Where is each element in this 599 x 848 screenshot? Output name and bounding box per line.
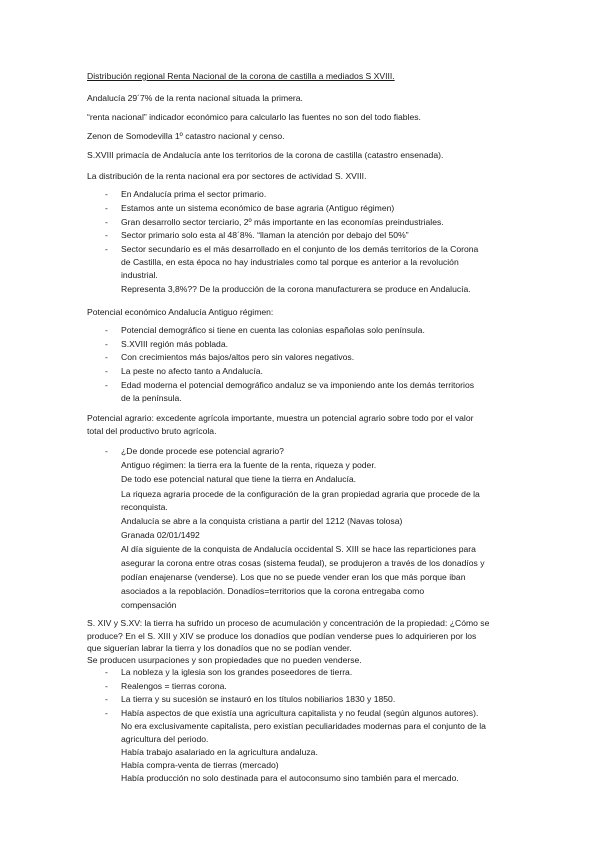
- list-bullet: -: [105, 203, 108, 213]
- list-item-continuation: Había compra-venta de tierras (mercado): [121, 760, 279, 770]
- list-item-continuation: de Castilla, en esta época no hay industriales como tal porque es anterior a la revolución: [121, 257, 459, 267]
- list-item: Sector primario solo esta al 48´8%. “llaman la atención por debajo del 50%”: [121, 230, 409, 240]
- list-bullet: -: [105, 380, 108, 390]
- list-item-continuation: La riqueza agraria procede de la configuración de la gran propiedad agraria que procede de la: [121, 489, 480, 499]
- list-bullet: -: [105, 230, 108, 240]
- list-item-continuation: reconquista.: [121, 502, 168, 512]
- list-bullet: -: [105, 339, 108, 349]
- paragraph: total del productivo bruto agrícola.: [87, 426, 217, 436]
- list-item-continuation: Había producción no solo destinada para el autoconsumo sino también para el mercado.: [121, 773, 459, 783]
- paragraph: La distribución de la renta nacional era por sectores de actividad S. XVIII.: [87, 171, 367, 181]
- list-bullet: -: [105, 189, 108, 199]
- list-item-continuation: agricultura del periodo.: [121, 734, 209, 744]
- list-item: S.XVIII región más poblada.: [121, 339, 229, 349]
- list-item: ¿De donde procede ese potencial agrario?: [121, 446, 284, 456]
- list-bullet: -: [105, 366, 108, 376]
- list-item: Edad moderna el potencial demográfico andaluz se va imponiendo ante los demás territorios: [121, 380, 475, 390]
- list-item-continuation: podían enajenarse (venderse). Los que no se puede vender eran los que más porque iban: [121, 572, 466, 582]
- paragraph: Zenon de Somodevilla 1º catastro nacional y censo.: [87, 131, 285, 141]
- paragraph: S.XVIII primacía de Andalucía ante los territorios de la corona de castilla (catastro ensenada).: [87, 150, 444, 160]
- list-item: La nobleza y la iglesia son los grandes poseedores de tierra.: [121, 667, 353, 677]
- list-item-continuation: asociados a la repoblación. Donadíos=territorios que la corona entregaba como: [121, 586, 425, 596]
- list-item-continuation: Antiguo régimen: la tierra era la fuente de la renta, riqueza y poder.: [121, 460, 377, 470]
- list-item-continuation: de la península.: [121, 393, 182, 403]
- document-title: Distribución regional Renta Nacional de la corona de castilla a mediados S XVIII.: [87, 71, 395, 81]
- section-heading: Potencial económico Andalucía Antiguo régimen:: [87, 307, 274, 317]
- list-bullet: -: [105, 681, 108, 691]
- list-item-continuation: Había trabajo asalariado en la agricultura andaluza.: [121, 747, 318, 757]
- list-item: Sector secundario es el más desarrollado en el conjunto de los demás territorios de la Corona: [121, 244, 479, 254]
- paragraph: Andalucía 29´7% de la renta nacional situada la primera.: [87, 93, 303, 103]
- list-bullet: -: [105, 352, 108, 362]
- paragraph: S. XIV y S.XV: la tierra ha sufrido un proceso de acumulación y concentración de la propiedad: ¿Cómo se: [87, 618, 490, 628]
- list-item: Potencial demográfico si tiene en cuenta las colonias españolas solo península.: [121, 325, 425, 335]
- list-bullet: -: [105, 217, 108, 227]
- list-bullet: -: [105, 667, 108, 677]
- list-item-continuation: Al día siguiente de la conquista de Andalucía occidental S. XIII se hace las reparticiones para: [121, 544, 476, 554]
- list-item: Había aspectos de que existía una agricultura capitalista y no feudal (según algunos autores).: [121, 708, 479, 718]
- paragraph: produce? En el S. XIII y XIV se produce los donadíos que podían venderse pues lo adquirieren por los: [87, 631, 477, 641]
- list-item-continuation: Granada 02/01/1492: [121, 530, 200, 540]
- list-item: En Andalucía prima el sector primario.: [121, 189, 267, 199]
- list-item-continuation: asegurar la corona entre otras cosas (sistema feudal), se produjeron a través de los donadíos y: [121, 558, 485, 568]
- list-item-continuation: industrial.: [121, 270, 158, 280]
- paragraph: Se producen usurpaciones y son propiedades que no pueden venderse.: [87, 655, 362, 665]
- list-item: Realengos = tierras corona.: [121, 681, 227, 691]
- list-item: Estamos ante un sistema económico de base agraria (Antiguo régimen): [121, 203, 395, 213]
- list-bullet: -: [105, 244, 108, 254]
- paragraph: “renta nacional” indicador económico para calcularlo las fuentes no son del todo fiables.: [87, 112, 421, 122]
- list-item: La tierra y su sucesión se instauró en los títulos nobiliarios 1830 y 1850.: [121, 694, 396, 704]
- list-item-continuation: De todo ese potencial natural que tiene la tierra en Andalucía.: [121, 474, 357, 484]
- list-item-continuation: No era exclusivamente capitalista, pero existían peculiaridades modernas para el conjunto de la: [121, 721, 486, 731]
- paragraph: que siguerían labrar la tierra y los donadíos que no se podían vender.: [87, 643, 352, 653]
- list-item-continuation: Representa 3,8%?? De la producción de la corona manufacturera se produce en Andalucía.: [121, 284, 471, 294]
- list-item-continuation: Andalucía se abre a la conquista cristiana a partir del 1212 (Navas tolosa): [121, 516, 403, 526]
- list-item: Gran desarrollo sector terciario, 2º más importante en las economías preindustriales.: [121, 217, 444, 227]
- list-bullet: -: [105, 446, 108, 456]
- paragraph: Potencial agrario: excedente agrícola importante, muestra un potencial agrario sobre todo por el valor: [87, 413, 474, 423]
- list-item-continuation: compensación: [121, 600, 177, 610]
- list-bullet: -: [105, 325, 108, 335]
- list-item: Con crecimientos más bajos/altos pero sin valores negativos.: [121, 352, 355, 362]
- list-bullet: -: [105, 708, 108, 718]
- list-bullet: -: [105, 694, 108, 704]
- list-item: La peste no afecto tanto a Andalucía.: [121, 366, 263, 376]
